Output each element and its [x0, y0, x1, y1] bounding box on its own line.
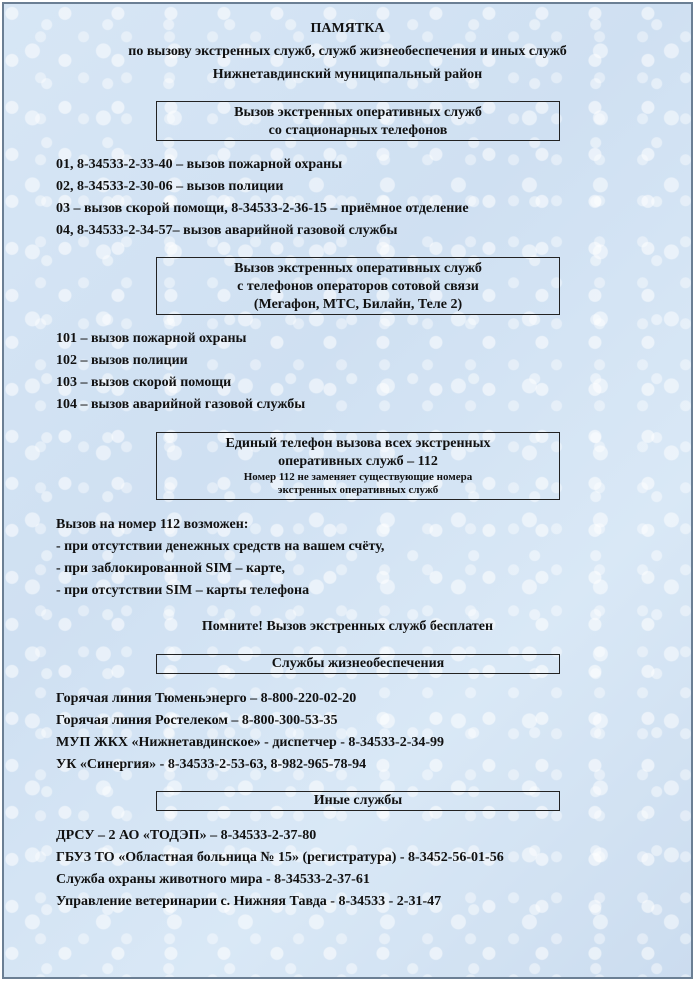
unified-item: - при отсутствии SIM – карты телефона: [56, 583, 310, 598]
landline-title-line-1: Вызов экстренных оперативных служб: [234, 105, 482, 120]
landline-item: 04, 8-34533-2-34-57– вызов аварийной газовой службы: [56, 223, 398, 238]
other-section-header: [156, 791, 560, 811]
landline-section-header: [156, 101, 560, 141]
mobile-item: 103 – вызов скорой помощи: [56, 375, 232, 390]
mobile-title-line-1: Вызов экстренных оперативных служб: [234, 261, 482, 276]
utilities-section-header: [156, 654, 560, 674]
unified-item: - при отсутствии денежных средств на вашем счёту,: [56, 539, 385, 554]
other-item: Управление ветеринарии с. Нижняя Тавда - 8-34533 - 2-31-47: [56, 894, 442, 909]
mobile-item: 101 – вызов пожарной охраны: [56, 331, 247, 346]
utility-item: МУП ЖКХ «Нижнетавдинское» - диспетчер - 8-34533-2-34-99: [56, 735, 445, 750]
other-item: ДРСУ – 2 АО «ТОДЭП» – 8-34533-2-37-80: [56, 828, 317, 843]
utility-item: Горячая линия Ростелеком – 8-800-300-53-35: [56, 713, 338, 728]
free-call-reminder: Помните! Вызов экстренных служб бесплатен: [201, 619, 494, 634]
other-title: Иные службы: [313, 793, 403, 808]
memo-page: [2, 2, 693, 979]
landline-title-line-2: со стационарных телефонов: [268, 123, 448, 138]
utility-item: Горячая линия Тюменьэнерго – 8-800-220-02-20: [56, 691, 357, 706]
mobile-title-line-3: (Мегафон, МТС, Билайн, Теле 2): [253, 297, 463, 312]
unified-note-line-2: экстренных оперативных служб: [277, 484, 439, 496]
mobile-title-line-2: с телефонов операторов сотовой связи: [237, 279, 479, 294]
unified-title-line-2: оперативных служб – 112: [278, 454, 438, 469]
memo-title: ПАМЯТКА: [310, 21, 385, 36]
landline-item: 03 – вызов скорой помощи, 8-34533-2-36-15 – приёмное отделение: [56, 201, 469, 216]
unified-title-line-1: Единый телефон вызова всех экстренных: [225, 436, 491, 451]
unified-section-header: [156, 432, 560, 500]
landline-item: 01, 8-34533-2-33-40 – вызов пожарной охраны: [56, 157, 343, 172]
mobile-section-header: [156, 257, 560, 315]
unified-note-line-1: Номер 112 не заменяет существующие номера: [243, 471, 473, 483]
unified-item: - при заблокированной SIM – карте,: [56, 561, 286, 576]
utility-item: УК «Синергия» - 8-34533-2-53-63, 8-982-965-78-94: [56, 757, 367, 772]
landline-item: 02, 8-34533-2-30-06 – вызов полиции: [56, 179, 284, 194]
other-item: ГБУЗ ТО «Областная больница № 15» (регистратура) - 8-3452-56-01-56: [56, 850, 504, 865]
memo-subtitle: по вызову экстренных служб, служб жизнеобеспечения и иных служб: [128, 44, 567, 59]
other-item: Служба охраны животного мира - 8-34533-2-37-61: [56, 872, 370, 887]
mobile-item: 104 – вызов аварийной газовой службы: [56, 397, 306, 412]
unified-item: Вызов на номер 112 возможен:: [56, 517, 249, 532]
district-name: Нижнетавдинский муниципальный район: [212, 67, 483, 82]
utilities-title: Службы жизнеобеспечения: [271, 656, 445, 671]
mobile-item: 102 – вызов полиции: [56, 353, 188, 368]
